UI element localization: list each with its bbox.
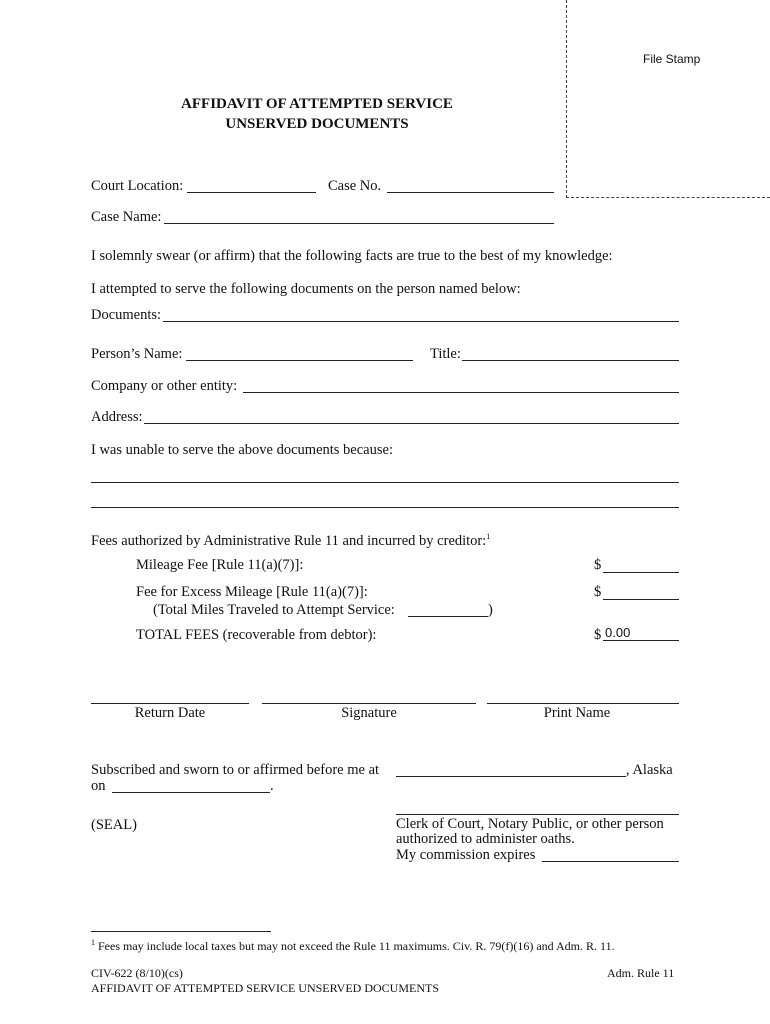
case-name-label: Case Name: [91,209,162,225]
case-no-field[interactable] [387,177,554,193]
sworn-period: . [270,778,274,794]
form-title-line1: AFFIDAVIT OF ATTEMPTED SERVICE [181,96,453,112]
sworn-on-label: on [91,778,106,794]
persons-name-field[interactable] [186,345,413,361]
form-title-line2: UNSERVED DOCUMENTS [225,116,409,132]
court-location-field[interactable] [187,177,316,193]
total-fees-field[interactable]: 0.00 [603,625,679,641]
commission-label: My commission expires [396,847,536,863]
case-no-label: Case No. [328,178,382,194]
footnote: $^1$ Fees may include local taxes but may not exceed the Rule 11 maximums. Civ. R. 79(f)(16) and Adm. R. 11. [91,938,615,953]
fees-footnote-mark: 1 [486,532,491,541]
footer-form-title: AFFIDAVIT OF ATTEMPTED SERVICE UNSERVED DOCUMENTS [91,981,439,995]
file-stamp-border-horizontal [566,197,770,198]
reason-line-1[interactable] [91,467,679,483]
footnote-separator [91,931,271,932]
excess-mileage-label: Fee for Excess Mileage [Rule 11(a)(7)]: [136,584,368,600]
company-label: Company or other entity: [91,378,238,394]
total-dollar-sign: $ [594,627,602,643]
clerk-signature-line[interactable] [396,814,679,815]
title-field[interactable] [462,345,679,361]
mileage-fee-field[interactable] [603,557,679,573]
sworn-location-field[interactable] [396,761,626,777]
title-label: Title: [430,346,461,362]
persons-name-label: Person’s Name: [91,346,183,362]
total-miles-suffix: ) [488,602,493,618]
total-miles-field[interactable] [408,601,488,617]
seal-label: (SEAL) [91,817,137,833]
excess-dollar-sign: $ [594,584,602,600]
sworn-prefix: Subscribed and sworn to or affirmed before me at [91,762,380,778]
documents-field[interactable] [163,306,679,322]
signature-line[interactable] [262,703,476,704]
fees-intro: Fees authorized by Administrative Rule 11 and incurred by creditor:$^1$ [91,532,491,549]
excess-mileage-field[interactable] [603,584,679,600]
mileage-dollar-sign: $ [594,557,602,573]
total-fees-label: TOTAL FEES (recoverable from debtor): [136,627,377,643]
form-id: CIV-622 (8/10)(cs) [91,966,183,980]
return-date-line[interactable] [91,703,249,704]
documents-label: Documents: [91,307,162,323]
clerk-title-line1: Clerk of Court, Notary Public, or other person [396,816,664,832]
file-stamp-label: File Stamp [643,52,701,66]
print-name-label: Print Name [543,705,611,721]
signature-label: Signature [341,705,397,721]
court-location-label: Court Location: [91,178,184,194]
sworn-date-field[interactable] [112,777,270,793]
swear-statement: I solemnly swear (or affirm) that the following facts are true to the best of my knowledge: [91,248,613,264]
mileage-fee-label: Mileage Fee [Rule 11(a)(7)]: [136,557,304,573]
form-rule: Adm. Rule 11 [607,966,675,980]
total-miles-prefix: (Total Miles Traveled to Attempt Service: [153,602,395,618]
footnote-mark: 1 [91,938,95,947]
unable-statement: I was unable to serve the above documents because: [91,442,393,458]
company-field[interactable] [243,377,679,393]
commission-expires-field[interactable] [542,846,679,862]
print-name-line[interactable] [487,703,679,704]
return-date-label: Return Date [134,705,206,721]
case-name-field[interactable] [164,208,554,224]
clerk-title-line2: authorized to administer oaths. [396,831,575,847]
address-label: Address: [91,409,143,425]
attempted-statement: I attempted to serve the following documents on the person named below: [91,281,521,297]
file-stamp-border-vertical [566,0,567,198]
sworn-suffix: , Alaska [626,762,673,778]
address-field[interactable] [144,408,679,424]
reason-line-2[interactable] [91,492,679,508]
